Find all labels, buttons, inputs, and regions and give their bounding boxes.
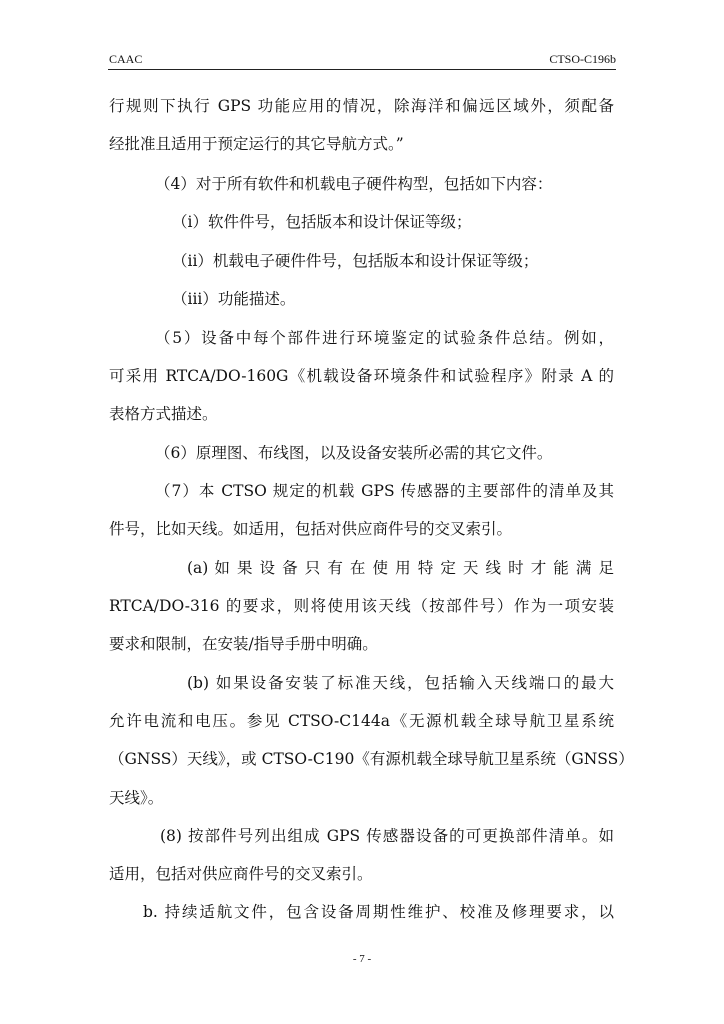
header-divider xyxy=(108,69,616,70)
body-line: （7）本 CTSO 规定的机载 GPS 传感器的主要部件的清单及其 xyxy=(155,482,614,500)
body-line: （5）设备中每个部件进行环境鉴定的试验条件总结。例如， xyxy=(155,329,614,347)
body-line: 允许电流和电压。参见 CTSO-C144a《无源机载全球导航卫星系统 xyxy=(109,712,614,730)
body-line: （ii）机载电子硬件件号，包括版本和设计保证等级； xyxy=(172,252,539,270)
body-line: （GNSS）天线》，或 CTSO-C190《有源机载全球导航卫星系统（GNSS） xyxy=(109,750,634,768)
body-line: (b) 如果设备安装了标准天线，包括输入天线端口的最大 xyxy=(187,674,614,692)
body-line: (8) 按部件号列出组成 GPS 传感器设备的可更换部件清单。如 xyxy=(160,827,614,845)
body-line: b. 持续适航文件，包含设备周期性维护、校准及修理要求，以 xyxy=(143,903,614,921)
body-line: 要求和限制，在安装/指导手册中明确。 xyxy=(109,635,378,653)
body-line: 适用，包括对供应商件号的交叉索引。 xyxy=(109,865,373,883)
body-line: 可采用 RTCA/DO-160G《机载设备环境条件和试验程序》附录 A 的 xyxy=(109,367,614,385)
body-line: 经批准且适用于预定运行的其它导航方式。” xyxy=(109,135,404,153)
body-line: （iii）功能描述。 xyxy=(172,290,296,308)
body-line: RTCA/DO-316 的要求，则将使用该天线（按部件号）作为一项安装 xyxy=(109,597,614,615)
body-line: 表格方式描述。 xyxy=(109,405,218,423)
body-line: （i）软件件号，包括版本和设计保证等级； xyxy=(172,213,472,231)
body-line: （4）对于所有软件和机载电子硬件构型，包括如下内容： xyxy=(155,175,553,193)
body-line: 天线》。 xyxy=(109,789,164,807)
body-line: (a) 如 果 设 备 只 有 在 使 用 特 定 天 线 时 才 能 满 足 xyxy=(187,559,614,577)
header-doc-id: CTSO-C196b xyxy=(549,52,616,66)
body-line: 行规则下执行 GPS 功能应用的情况，除海洋和偏远区域外，须配备 xyxy=(109,97,614,115)
page-number: - 7 - xyxy=(352,953,372,965)
header-org: CAAC xyxy=(109,52,143,66)
body-line: （6）原理图、布线图，以及设备安装所必需的其它文件。 xyxy=(155,444,553,462)
body-line: 件号，比如天线。如适用，包括对供应商件号的交叉索引。 xyxy=(109,520,513,538)
